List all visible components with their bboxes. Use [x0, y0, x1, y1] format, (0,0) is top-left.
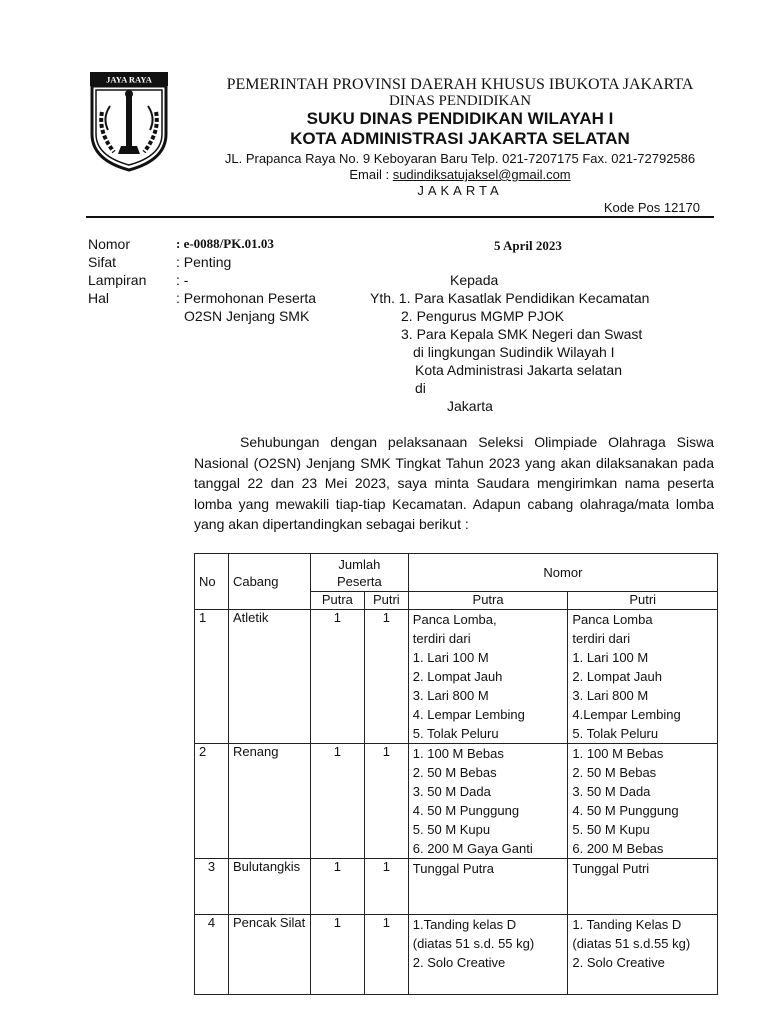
- cell-nomor-putra: [408, 744, 568, 859]
- event-line: 3. Lari 800 M: [412, 688, 489, 703]
- hal-label: Hal: [88, 290, 110, 306]
- event-line: 1. 100 M Bebas: [572, 746, 664, 761]
- cell-cabang: Atletik: [228, 610, 310, 744]
- cell-no: 4: [195, 915, 229, 995]
- cell-nomor-putra: [408, 859, 568, 915]
- recipient-line-1: Yth. 1. Para Kasatlak Pendidikan Kecamatan: [370, 290, 650, 306]
- body-text: Sehubungan dengan pelaksanaan Seleksi Olimpiade Olahraga Siswa Nasional (O2SN) Jenjang SMK Tingkat Tahun 2023 yang akan dilaksanakan pada tanggal 22 dan 23 Mei 2023, saya minta Saudara mengirimkan nama peserta lomba yang mewakili tiap-tiap Kecamatan. Adapun cabang olahraga/mata lomba yang akan dipertandingkan sebagai berikut :: [194, 434, 714, 532]
- cell-jumlah-putra: 1: [310, 859, 364, 915]
- event-line: 2. Solo Creative: [572, 955, 665, 970]
- cell-no: 1: [195, 610, 229, 744]
- recipient-line-4: di lingkungan Sudindik Wilayah I: [413, 344, 615, 360]
- sports-table: [194, 553, 718, 995]
- recipient-line-7: Jakarta: [447, 398, 493, 414]
- sifat-value: : Penting: [176, 254, 232, 270]
- nomor-label: Nomor: [88, 236, 131, 252]
- event-line: 4. 50 M Punggung: [572, 803, 679, 818]
- cell-jumlah-putra: 1: [310, 915, 364, 995]
- letterhead-email-line: [180, 167, 740, 182]
- letterhead-suku-dinas: SUKU DINAS PENDIDIKAN WILAYAH I: [306, 109, 614, 128]
- hal-value-2: O2SN Jenjang SMK: [184, 308, 310, 324]
- event-line: 2. 50 M Bebas: [412, 765, 497, 780]
- cell-cabang: Renang: [228, 744, 310, 859]
- cell-nomor-putra: [408, 915, 568, 995]
- event-line: 2. Solo Creative: [412, 955, 506, 970]
- cell-jumlah-putri: 1: [364, 859, 408, 915]
- header-putra: Putra: [310, 592, 364, 610]
- table-row: [195, 915, 718, 995]
- lampiran-value: : -: [176, 272, 189, 288]
- email-label: Email :: [349, 167, 393, 182]
- cell-jumlah-putri: 1: [364, 744, 408, 859]
- event-line: 5. 50 M Kupu: [412, 822, 491, 837]
- lampiran-label: Lampiran: [88, 272, 147, 288]
- hal-value-1: : Permohonan Peserta: [176, 290, 317, 306]
- logo-text: JAYA RAYA: [106, 74, 152, 85]
- header-nomor: Nomor: [408, 554, 717, 592]
- postcode: Kode Pos 12170: [603, 200, 700, 215]
- cell-nomor-putri: [568, 744, 718, 859]
- letterhead-city: JAKARTA: [417, 183, 503, 198]
- event-line: 4. 50 M Punggung: [412, 803, 520, 818]
- letterhead-city-admin: KOTA ADMINISTRASI JAKARTA SELATAN: [290, 129, 630, 148]
- letterhead-department: DINAS PENDIDIKAN: [388, 93, 532, 109]
- event-line: 5. 50 M Kupu: [572, 822, 650, 837]
- table-body: [195, 610, 718, 995]
- recipient-line-5: Kota Administrasi Jakarta selatan: [415, 362, 622, 378]
- event-line: terdiri dari: [572, 631, 631, 646]
- event-line: 6. 200 M Bebas: [572, 841, 664, 856]
- letterhead-address: JL. Prapanca Raya No. 9 Keboyaran Baru Telp. 021-7207175 Fax. 021-72792586: [224, 151, 696, 166]
- header-cabang: Cabang: [228, 554, 310, 610]
- table-row: [195, 744, 718, 859]
- event-line: Tunggal Putri: [572, 861, 650, 876]
- cell-jumlah-putra: 1: [310, 610, 364, 744]
- recipient-line-6: di: [415, 380, 426, 396]
- letterhead-divider: [86, 216, 714, 218]
- event-line: 2. Lompat Jauh: [572, 669, 662, 684]
- cell-jumlah-putri: 1: [364, 915, 408, 995]
- event-line: 2. Lompat Jauh: [412, 669, 503, 684]
- event-line: (diatas 51 s.d.55 kg): [572, 936, 691, 951]
- event-line: 1. Tanding Kelas D: [572, 917, 682, 932]
- header-putri: Putri: [364, 592, 408, 610]
- cell-nomor-putri: [568, 859, 718, 915]
- event-line: 3. 50 M Dada: [572, 784, 651, 799]
- event-line: (diatas 51 s.d. 55 kg): [412, 936, 535, 951]
- cell-nomor-putri: [568, 915, 718, 995]
- sifat-label: Sifat: [88, 254, 117, 270]
- event-line: 3. Lari 800 M: [572, 688, 649, 703]
- header-nomor-putra: Putra: [408, 592, 568, 610]
- event-line: terdiri dari: [412, 631, 471, 646]
- body-paragraph: [194, 432, 714, 535]
- email-link[interactable]: sudindiksatujaksel@gmail.com: [392, 167, 571, 182]
- recipient-line-3: 3. Para Kepala SMK Negeri dan Swast: [401, 326, 643, 342]
- cell-no: 2: [195, 744, 229, 859]
- event-line: Panca Lomba: [572, 612, 653, 627]
- cell-jumlah-putri: 1: [364, 610, 408, 744]
- nomor-value: : e-0088/PK.01.03: [176, 236, 274, 251]
- event-line: 1. 100 M Bebas: [412, 746, 504, 761]
- event-line: Panca Lomba,: [412, 612, 497, 627]
- cell-jumlah-putra: 1: [310, 744, 364, 859]
- event-line: 4.Lempar Lembing: [572, 707, 681, 722]
- event-line: 5. Tolak Peluru: [412, 726, 499, 741]
- event-line: 5. Tolak Peluru: [572, 726, 659, 741]
- header-nomor-putri: Putri: [568, 592, 718, 610]
- event-line: 1. Lari 100 M: [572, 650, 649, 665]
- event-line: 3. 50 M Dada: [412, 784, 491, 799]
- table-row: [195, 859, 718, 915]
- recipient-kepada: Kepada: [450, 272, 499, 288]
- event-line: 1.Tanding kelas D: [412, 917, 517, 932]
- table-row: [195, 610, 718, 744]
- jaya-raya-emblem: [88, 72, 170, 172]
- event-line: Tunggal Putra: [412, 861, 494, 876]
- recipient-line-2: 2. Pengurus MGMP PJOK: [401, 308, 565, 324]
- event-line: 6. 200 M Gaya Ganti: [412, 841, 533, 856]
- cell-cabang: Pencak Silat: [228, 915, 310, 995]
- letter-date: 5 April 2023: [494, 238, 562, 253]
- event-line: 4. Lempar Lembing: [412, 707, 525, 722]
- cell-nomor-putra: [408, 610, 568, 744]
- header-jumlah-peserta: Jumlah Peserta: [310, 554, 408, 592]
- event-line: 1. Lari 100 M: [412, 650, 489, 665]
- cell-no: 3: [195, 859, 229, 915]
- event-line: 2. 50 M Bebas: [572, 765, 657, 780]
- cell-nomor-putri: [568, 610, 718, 744]
- header-no: No: [195, 554, 229, 610]
- letterhead-province: PEMERINTAH PROVINSI DAERAH KHUSUS IBUKOTA JAKARTA: [226, 76, 694, 93]
- cell-cabang: Bulutangkis: [228, 859, 310, 915]
